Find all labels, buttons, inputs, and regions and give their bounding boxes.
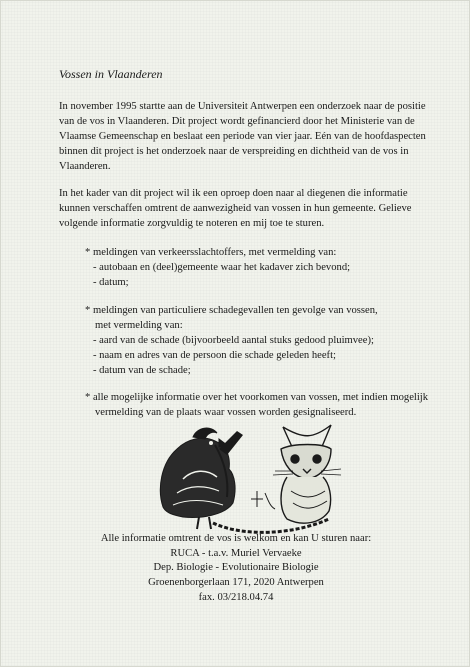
contact-fax: fax. 03/218.04.74 [198, 591, 274, 603]
list-subitem: - naam en adres van de persoon die schade geleden heeft; [93, 350, 336, 361]
bullet-icon: * [85, 247, 91, 258]
contact-institution: RUCA - t.a.v. Muriel Vervaeke [170, 547, 302, 559]
fox-and-rooster-illustration [153, 419, 343, 537]
fox-icon [273, 425, 341, 523]
list-item-heading: alle mogelijke informatie over het voorkomen van vossen, met indien mogelijk [92, 392, 429, 403]
intro-paragraph: In november 1995 startte aan de Universiteit Antwerpen een onderzoek naar de positie van de vos in Vlaanderen. Dit project wordt gefinancierd door het Ministerie van de Vlaamse Gemeenschap en beslaat een periode van vier jaar. Eén van de hoofdaspecten binnen dit project is het onderzoek naar de verspreiding en dichtheid van de vos in Vlaanderen. [59, 101, 426, 172]
contact-department: Dep. Biologie - Evolutionaire Biologie [153, 562, 319, 574]
rooster-icon [160, 428, 235, 529]
bullet-icon: * [85, 305, 91, 316]
list-item-other-info [85, 390, 435, 420]
list-item-traffic-victims [85, 245, 435, 290]
list-item-damage-reports [85, 303, 435, 378]
list-item-continuation: met vermelding van: [95, 320, 183, 331]
call-paragraph: In het kader van dit project wil ik een oproep doen naar al diegenen die informatie kunnen verschaffen omtrent de aanwezigheid van vossen in hun gemeente. Gelieve volgende informatie zorgvuldig te noteren en mij toe te sturen. [59, 188, 412, 229]
list-item-heading: meldingen van verkeersslachtoffers, met vermelding van: [92, 247, 337, 258]
list-subitem: - datum van de schade; [93, 365, 191, 376]
list-item-heading: meldingen van particuliere schadegevallen ten gevolge van vossen, [92, 305, 378, 316]
document-title: Vossen in Vlaanderen [59, 67, 163, 81]
contact-address: Groenenborgerlaan 171, 2020 Antwerpen [148, 577, 324, 589]
contact-intro: Alle informatie omtrent de vos is welkom en kan U sturen naar: [100, 533, 372, 544]
list-item-continuation: vermelding van de plaats waar vossen worden gesignaliseerd. [95, 407, 357, 418]
list-subitem: - aard van de schade (bijvoorbeeld aantal stuks gedood pluimvee); [93, 335, 374, 346]
bullet-icon: * [85, 392, 91, 403]
list-subitem: - autobaan en (deel)gemeente waar het kadaver zich bevond; [93, 262, 351, 273]
contact-block [1, 532, 470, 606]
list-subitem: - datum; [93, 277, 129, 288]
